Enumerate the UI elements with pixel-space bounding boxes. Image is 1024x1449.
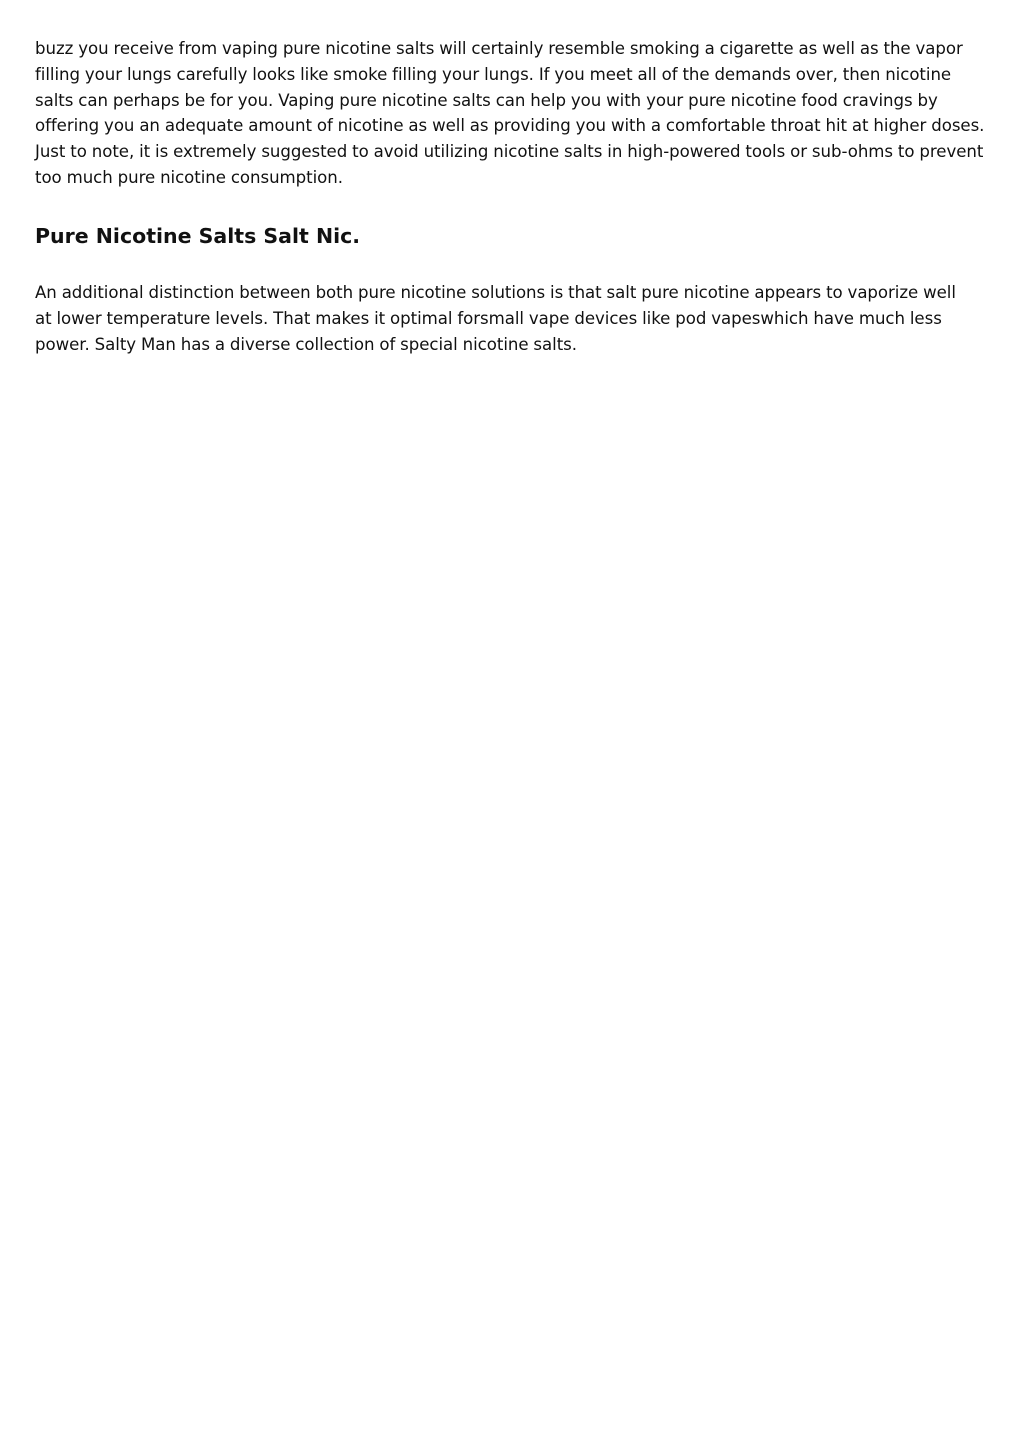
section-heading: Pure Nicotine Salts Salt Nic. xyxy=(35,224,361,248)
body-paragraph: An additional distinction between both pure nicotine solutions is that salt pure nicotine appears to vaporize well at lower temperature levels. That makes it optimal forsmall vape devices like pod vapeswhich have much less power. Salty Man has a diverse collection of special nicotine salts. xyxy=(35,283,956,354)
body-paragraph: buzz you receive from vaping pure nicotine salts will certainly resemble smoking a cigarette as well as the vapor filling your lungs carefully looks like smoke filling your lungs. If you meet all of the demands over, then nicotine salts can perhaps be for you. Vaping pure nicotine salts can help you with your pure nicotine food cravings by offering you an adequate amount of nicotine as well as providing you with a comfortable throat hit at higher doses. Just to note, it is extremely suggested to avoid utilizing nicotine salts in high-powered tools or sub-ohms to prevent too much pure nicotine consumption. xyxy=(35,39,985,187)
